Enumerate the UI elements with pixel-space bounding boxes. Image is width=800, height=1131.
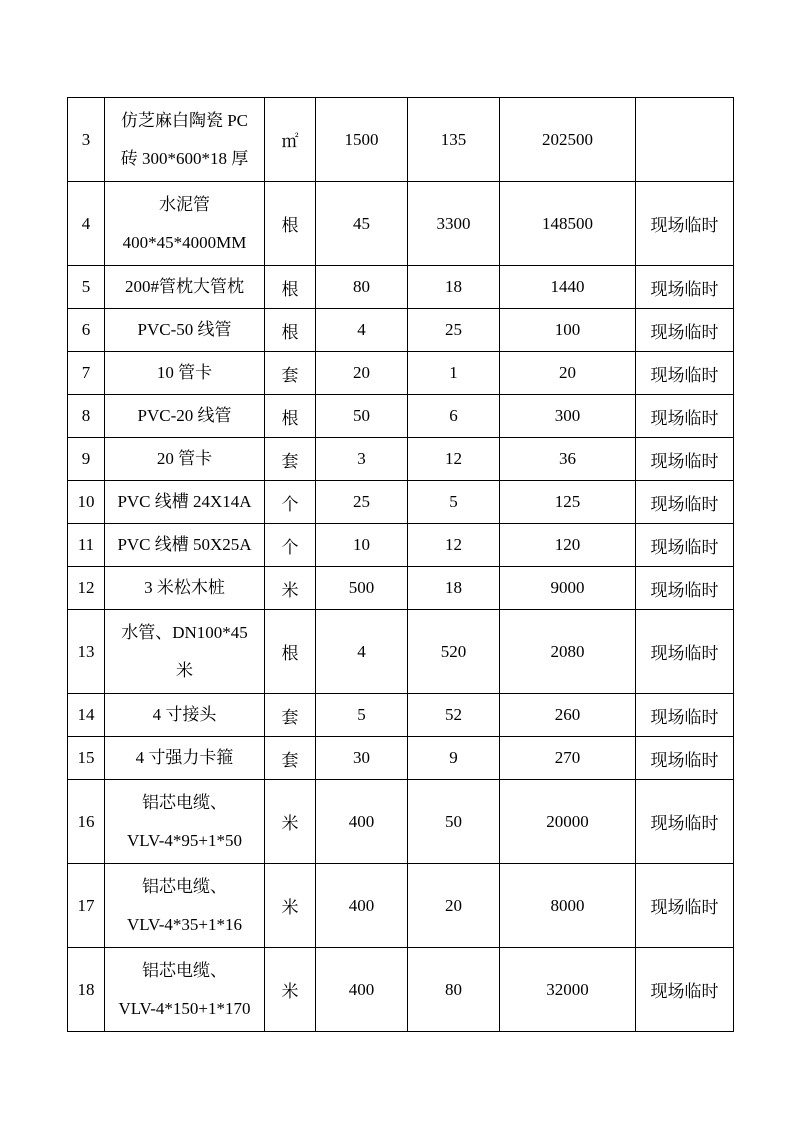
item-name-line: 4 寸强力卡箍 <box>135 747 234 767</box>
total-cell: 20 <box>500 352 636 395</box>
table-row <box>68 780 734 864</box>
total-cell: 36 <box>500 438 636 481</box>
note-cell: 现场临时 <box>636 481 734 524</box>
total-cell: 8000 <box>500 864 636 948</box>
note-cell <box>636 98 734 182</box>
item-name-line: 铝芯电缆、 <box>142 876 227 896</box>
table-row <box>68 266 734 309</box>
unit-price-cell: 20 <box>408 864 500 948</box>
seq-cell: 9 <box>68 438 105 481</box>
seq-cell: 18 <box>68 948 105 1032</box>
seq-cell: 16 <box>68 780 105 864</box>
unit-cell: 根 <box>265 395 316 438</box>
unit-price-cell: 12 <box>408 438 500 481</box>
item-name-line: 水管、DN100*45 <box>121 622 248 642</box>
unit-price-cell: 1 <box>408 352 500 395</box>
unit-price-cell: 9 <box>408 737 500 780</box>
materials-table-body <box>68 98 734 1032</box>
item-name-line: 砖 300*600*18 厚 <box>120 148 249 168</box>
quantity-cell: 500 <box>316 567 408 610</box>
seq-cell: 8 <box>68 395 105 438</box>
note-cell: 现场临时 <box>636 182 734 266</box>
note-cell: 现场临时 <box>636 864 734 948</box>
seq-cell: 3 <box>68 98 105 182</box>
table-row <box>68 948 734 1032</box>
total-cell: 20000 <box>500 780 636 864</box>
unit-price-cell: 12 <box>408 524 500 567</box>
note-cell: 现场临时 <box>636 352 734 395</box>
table-row <box>68 352 734 395</box>
note-cell: 现场临时 <box>636 610 734 694</box>
total-cell: 300 <box>500 395 636 438</box>
item-name-line: 水泥管 <box>159 194 210 214</box>
table-row <box>68 309 734 352</box>
item-name-line: 400*45*4000MM <box>122 232 247 252</box>
unit-price-cell: 135 <box>408 98 500 182</box>
note-cell: 现场临时 <box>636 395 734 438</box>
item-name-cell <box>105 182 265 266</box>
item-name-line: 200#管枕大管枕 <box>125 276 244 296</box>
item-name-cell <box>105 610 265 694</box>
unit-price-cell: 520 <box>408 610 500 694</box>
unit-cell: 套 <box>265 737 316 780</box>
item-name-cell <box>105 309 265 352</box>
item-name-line: 3 米松木桩 <box>144 577 225 597</box>
materials-table <box>67 97 734 1032</box>
note-cell: 现场临时 <box>636 309 734 352</box>
item-name-line: 铝芯电缆、 <box>142 792 227 812</box>
table-row <box>68 395 734 438</box>
total-cell: 9000 <box>500 567 636 610</box>
unit-price-cell: 80 <box>408 948 500 1032</box>
seq-cell: 6 <box>68 309 105 352</box>
total-cell: 202500 <box>500 98 636 182</box>
table-row <box>68 610 734 694</box>
note-cell: 现场临时 <box>636 266 734 309</box>
unit-price-cell: 3300 <box>408 182 500 266</box>
item-name-cell <box>105 737 265 780</box>
table-row <box>68 182 734 266</box>
quantity-cell: 400 <box>316 864 408 948</box>
quantity-cell: 1500 <box>316 98 408 182</box>
seq-cell: 17 <box>68 864 105 948</box>
table-row <box>68 694 734 737</box>
seq-cell: 5 <box>68 266 105 309</box>
quantity-cell: 30 <box>316 737 408 780</box>
item-name-cell <box>105 438 265 481</box>
quantity-cell: 400 <box>316 948 408 1032</box>
quantity-cell: 3 <box>316 438 408 481</box>
unit-cell: 个 <box>265 481 316 524</box>
seq-cell: 14 <box>68 694 105 737</box>
unit-cell: 根 <box>265 266 316 309</box>
note-cell: 现场临时 <box>636 780 734 864</box>
item-name-line: 4 寸接头 <box>152 704 217 724</box>
quantity-cell: 45 <box>316 182 408 266</box>
total-cell: 270 <box>500 737 636 780</box>
unit-price-cell: 5 <box>408 481 500 524</box>
item-name-cell <box>105 481 265 524</box>
item-name-cell <box>105 864 265 948</box>
item-name-line: PVC 线槽 50X25A <box>117 534 252 554</box>
item-name-cell <box>105 352 265 395</box>
total-cell: 125 <box>500 481 636 524</box>
quantity-cell: 25 <box>316 481 408 524</box>
item-name-line: 10 管卡 <box>156 362 213 382</box>
seq-cell: 15 <box>68 737 105 780</box>
unit-price-cell: 25 <box>408 309 500 352</box>
quantity-cell: 4 <box>316 610 408 694</box>
item-name-line: 仿芝麻白陶瓷 PC <box>120 110 249 130</box>
note-cell: 现场临时 <box>636 524 734 567</box>
item-name-cell <box>105 948 265 1032</box>
seq-cell: 12 <box>68 567 105 610</box>
quantity-cell: 50 <box>316 395 408 438</box>
unit-cell: 米 <box>265 567 316 610</box>
quantity-cell: 80 <box>316 266 408 309</box>
unit-price-cell: 52 <box>408 694 500 737</box>
seq-cell: 4 <box>68 182 105 266</box>
total-cell: 120 <box>500 524 636 567</box>
note-cell: 现场临时 <box>636 948 734 1032</box>
unit-price-cell: 18 <box>408 266 500 309</box>
item-name-line: 米 <box>176 660 193 680</box>
unit-cell: 套 <box>265 352 316 395</box>
unit-cell: 米 <box>265 864 316 948</box>
unit-price-cell: 6 <box>408 395 500 438</box>
seq-cell: 11 <box>68 524 105 567</box>
item-name-cell <box>105 395 265 438</box>
unit-cell: 个 <box>265 524 316 567</box>
item-name-line: VLV-4*150+1*170 <box>118 998 251 1018</box>
quantity-cell: 5 <box>316 694 408 737</box>
unit-cell: 米 <box>265 948 316 1032</box>
item-name-cell <box>105 524 265 567</box>
unit-price-cell: 50 <box>408 780 500 864</box>
item-name-line: PVC 线槽 24X14A <box>117 491 252 511</box>
note-cell: 现场临时 <box>636 567 734 610</box>
seq-cell: 13 <box>68 610 105 694</box>
item-name-line: VLV-4*35+1*16 <box>126 914 243 934</box>
unit-cell: 套 <box>265 438 316 481</box>
item-name-cell <box>105 266 265 309</box>
item-name-line: PVC-20 线管 <box>137 405 232 425</box>
note-cell: 现场临时 <box>636 438 734 481</box>
note-cell: 现场临时 <box>636 737 734 780</box>
table-row <box>68 98 734 182</box>
quantity-cell: 20 <box>316 352 408 395</box>
total-cell: 1440 <box>500 266 636 309</box>
total-cell: 32000 <box>500 948 636 1032</box>
item-name-cell <box>105 567 265 610</box>
total-cell: 260 <box>500 694 636 737</box>
total-cell: 100 <box>500 309 636 352</box>
table-row <box>68 481 734 524</box>
seq-cell: 10 <box>68 481 105 524</box>
quantity-cell: 4 <box>316 309 408 352</box>
unit-cell: 米 <box>265 780 316 864</box>
table-row <box>68 524 734 567</box>
total-cell: 2080 <box>500 610 636 694</box>
unit-price-cell: 18 <box>408 567 500 610</box>
quantity-cell: 10 <box>316 524 408 567</box>
item-name-cell <box>105 694 265 737</box>
note-cell: 现场临时 <box>636 694 734 737</box>
item-name-line: 20 管卡 <box>156 448 213 468</box>
item-name-cell <box>105 780 265 864</box>
unit-cell: 根 <box>265 309 316 352</box>
item-name-line: 铝芯电缆、 <box>142 960 227 980</box>
item-name-line: VLV-4*95+1*50 <box>126 830 243 850</box>
item-name-line: PVC-50 线管 <box>137 319 232 339</box>
table-row <box>68 438 734 481</box>
table-row <box>68 864 734 948</box>
table-row <box>68 567 734 610</box>
table-row <box>68 737 734 780</box>
unit-cell: 根 <box>265 182 316 266</box>
item-name-cell <box>105 98 265 182</box>
quantity-cell: 400 <box>316 780 408 864</box>
unit-cell: 根 <box>265 610 316 694</box>
unit-cell: ㎡ <box>265 98 316 182</box>
unit-cell: 套 <box>265 694 316 737</box>
total-cell: 148500 <box>500 182 636 266</box>
seq-cell: 7 <box>68 352 105 395</box>
